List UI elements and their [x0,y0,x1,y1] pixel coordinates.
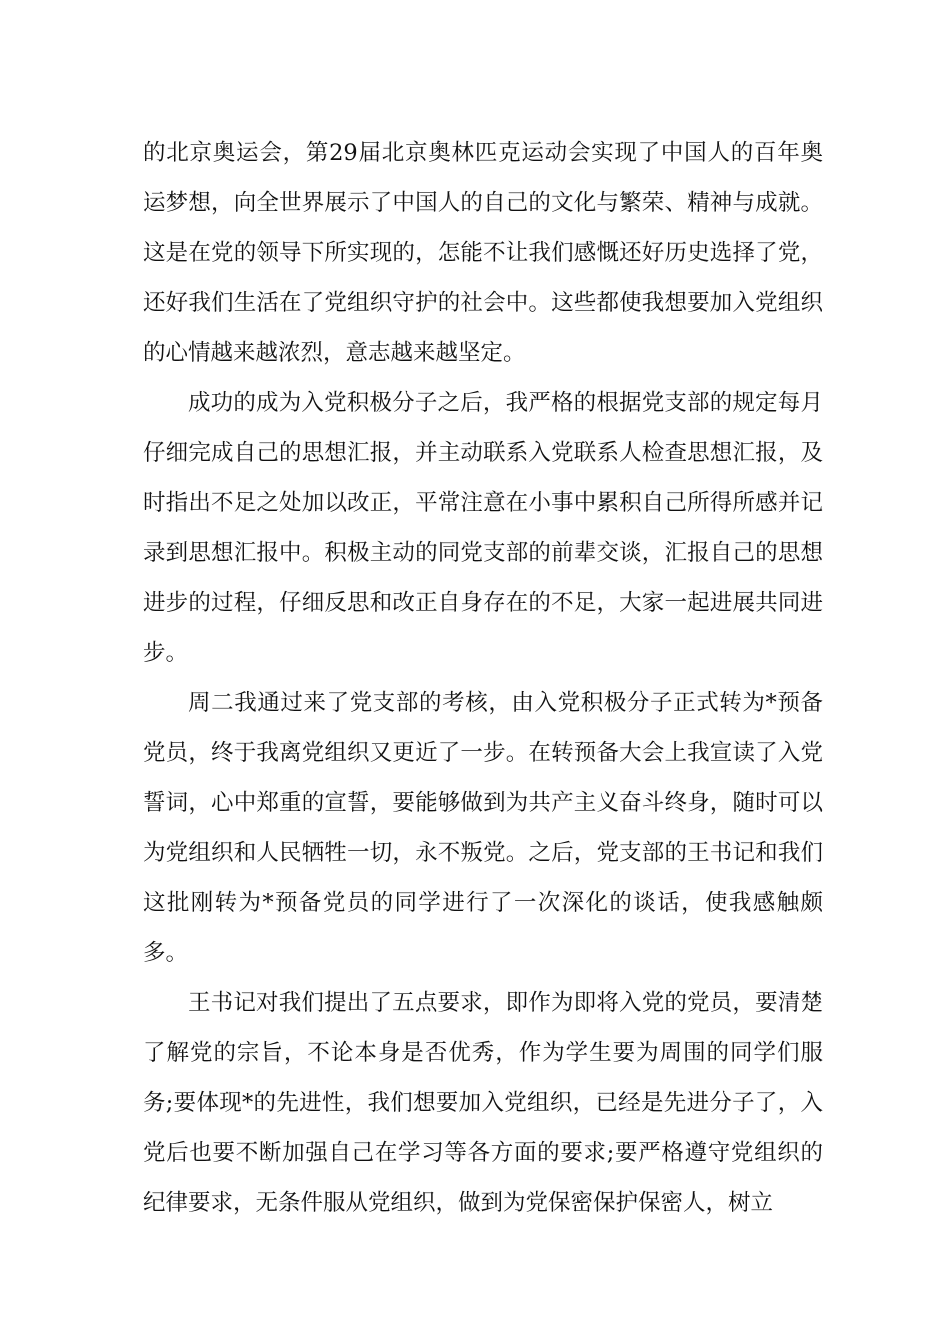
paragraph-4: 王书记对我们提出了五点要求，即作为即将入党的党员，要清楚了解党的宗旨，不论本身是否优秀，作为学生要为周围的同学们服务;要体现*的先进性，我们想要加入党组织，已经是先进分子了，入党后也要不断加强自己在学习等各方面的要求;要严格遵守党组织的纪律要求，无条件服从党组织，做到为党保密保护保密人，树立 [143,990,823,1216]
paragraph-3: 周二我通过来了党支部的考核，由入党积极分子正式转为*预备党员，终于我离党组织又更近了一步。在转预备大会上我宣读了入党誓词，心中郑重的宣誓，要能够做到为共产主义奋斗终身，随时可以为党组织和人民牺牲一切，永不叛党。之后，党支部的王书记和我们这批刚转为*预备党员的同学进行了一次深化的谈话，使我感触颇多。 [143,690,823,966]
paragraph-2: 成功的成为入党积极分子之后，我严格的根据党支部的规定每月仔细完成自己的思想汇报，并主动联系入党联系人检查思想汇报，及时指出不足之处加以改正，平常注意在小事中累积自己所得所感并记录到思想汇报中。积极主动的同党支部的前辈交谈，汇报自己的思想进步的过程，仔细反思和改正自身存在的不足，大家一起进展共同进步。 [143,390,823,666]
body-text [143,128,823,1228]
paragraph-1: 的北京奥运会，第29届北京奥林匹克运动会实现了中国人的百年奥运梦想，向全世界展示了中国人的自己的文化与繁荣、精神与成就。这是在党的领导下所实现的，怎能不让我们感慨还好历史选择了党，还好我们生活在了党组织守护的社会中。这些都使我想要加入党组织的心情越来越浓烈，意志越来越坚定。 [143,140,823,366]
